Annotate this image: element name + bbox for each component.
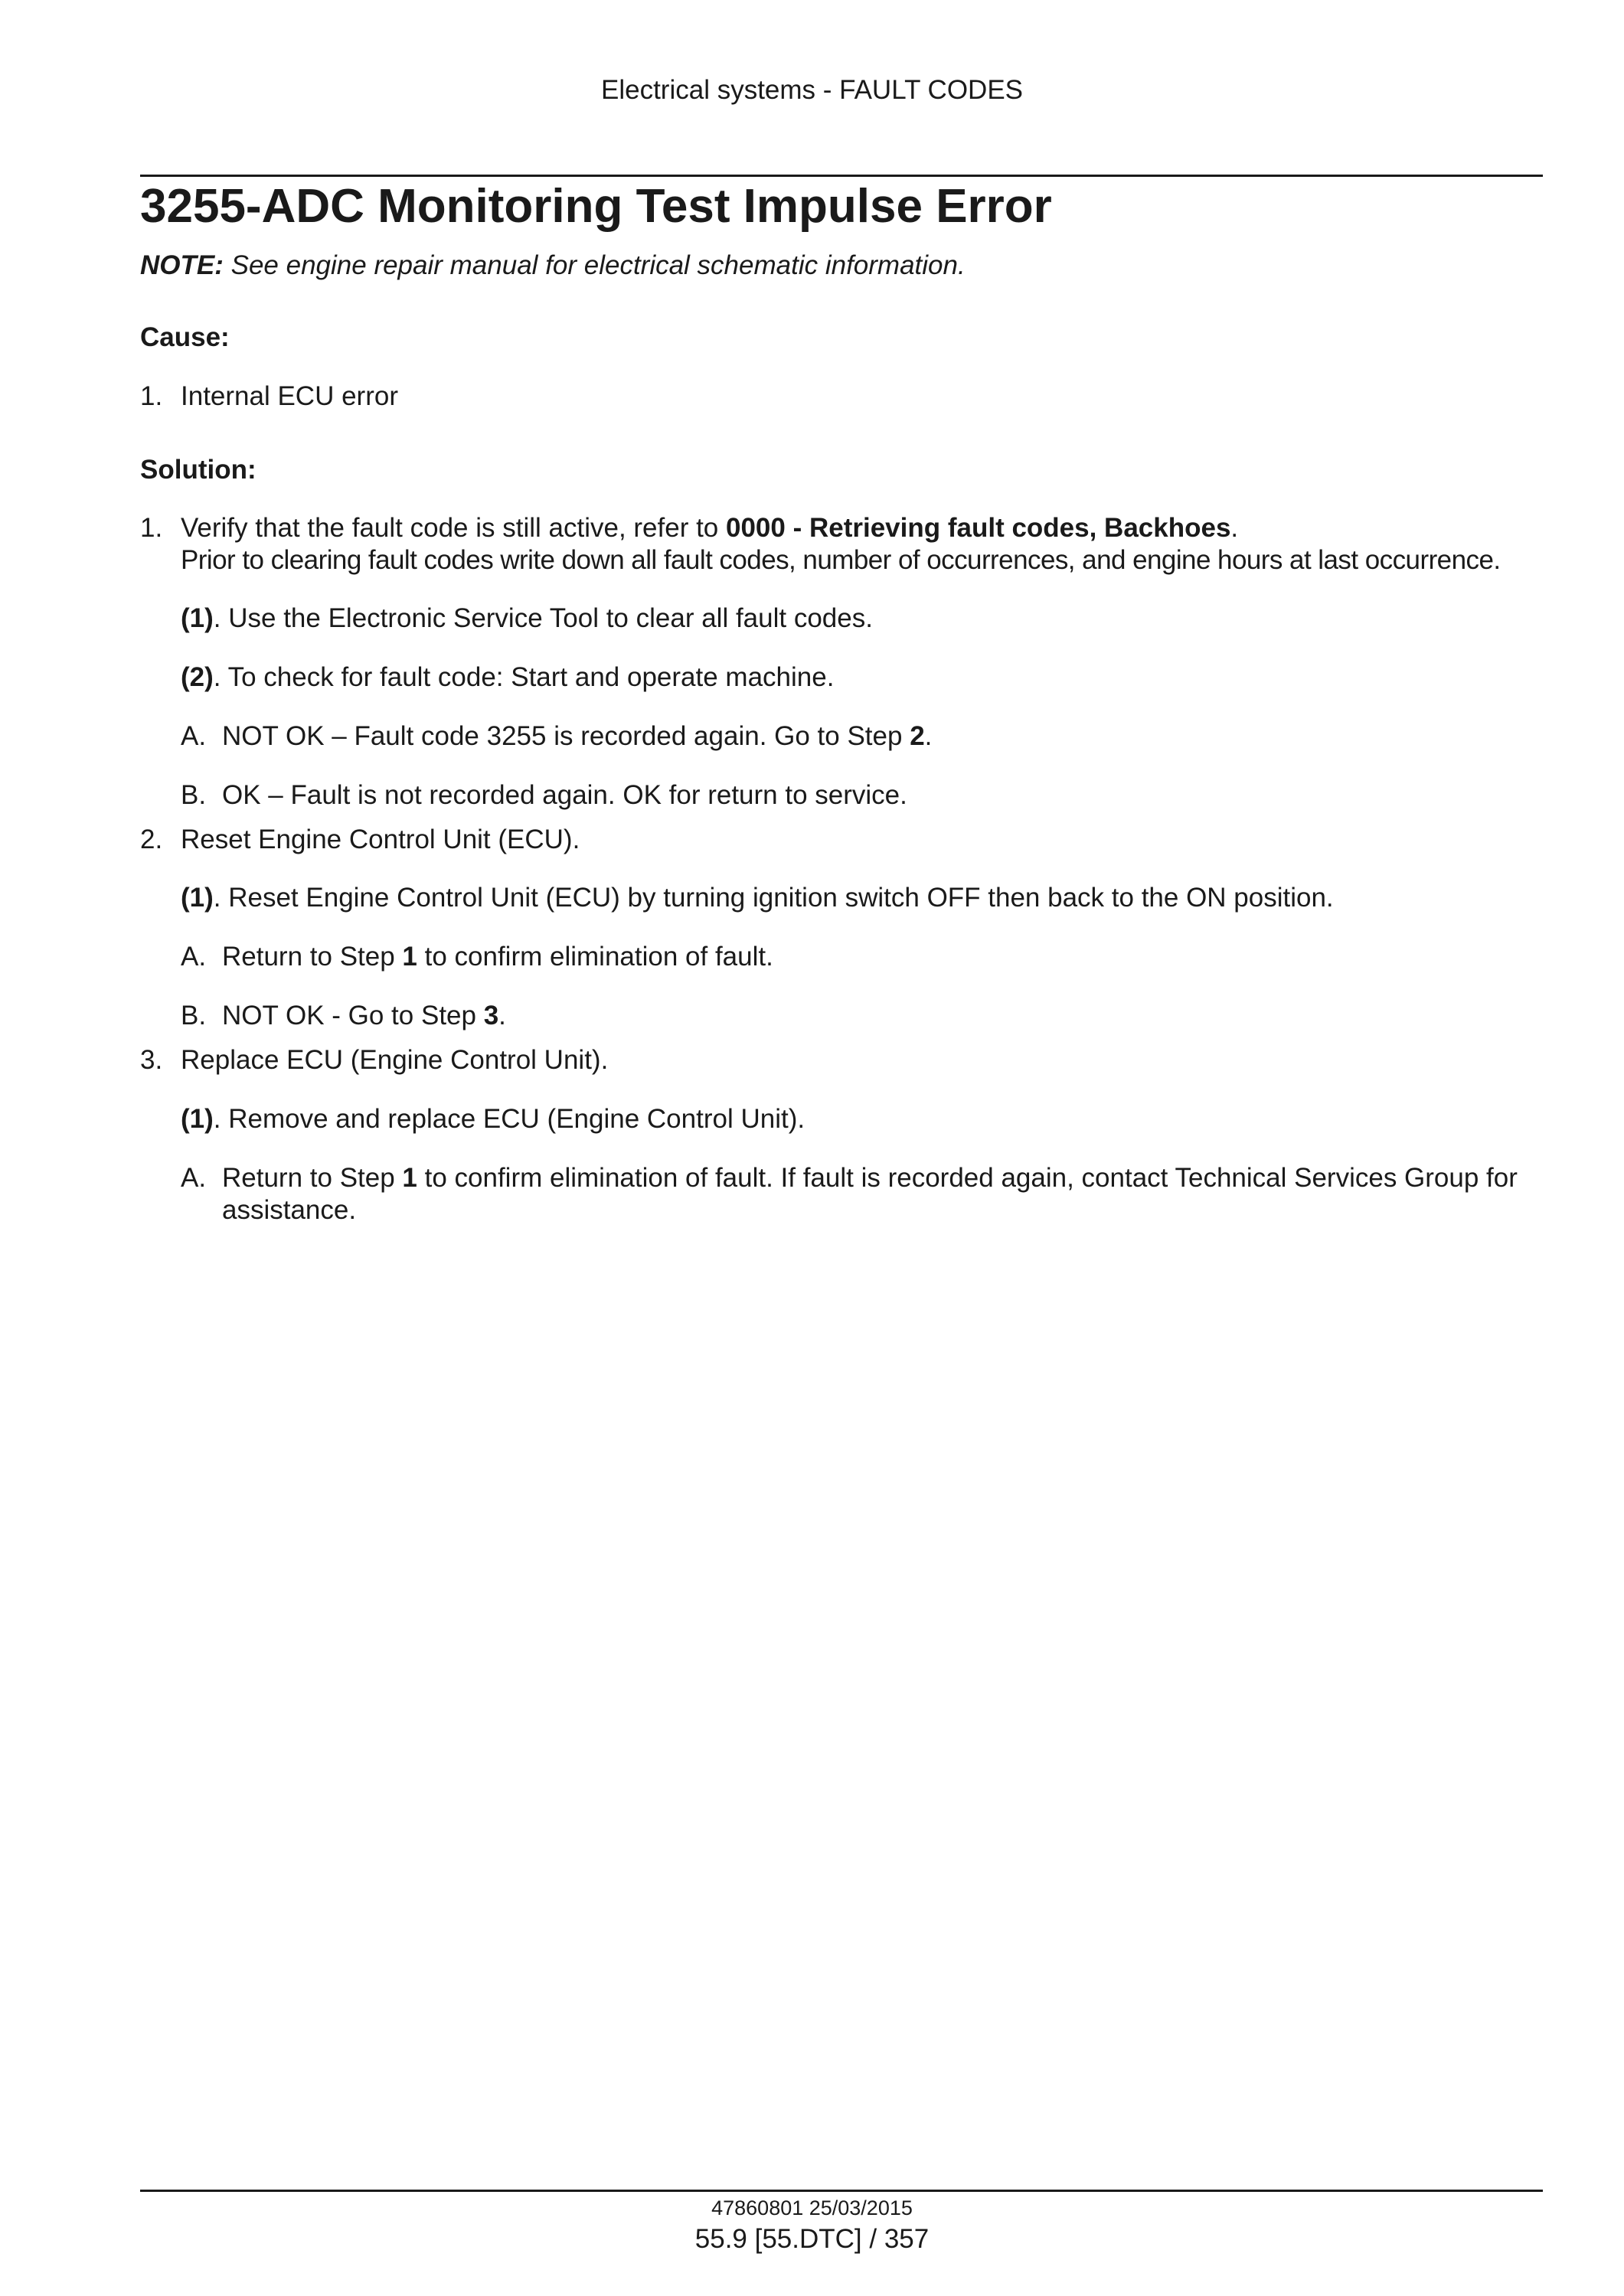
- page-title: 3255-ADC Monitoring Test Impulse Error: [140, 180, 1052, 233]
- footer-divider: [140, 2190, 1543, 2192]
- option-letter: B.: [181, 780, 207, 810]
- option-text-part: to confirm elimination of fault.: [417, 942, 773, 972]
- step-1-line2: Prior to clearing fault codes write down all fault codes, number of occurrences, and engine hours at last occurrence.: [181, 545, 1501, 575]
- substep-text: . To check for fault code: Start and operate machine.: [213, 662, 835, 692]
- substep-text: . Reset Engine Control Unit (ECU) by turning ignition switch OFF then back to the ON position.: [213, 883, 1334, 913]
- note: [140, 250, 966, 281]
- page-number: 55.9 [55.DTC] / 357: [694, 2224, 930, 2254]
- option-text: [222, 721, 932, 752]
- step-3-text: Replace ECU (Engine Control Unit).: [181, 1045, 609, 1075]
- option-step-ref: 3: [483, 1001, 499, 1030]
- option-text: [222, 1001, 506, 1031]
- substep-label: (2): [181, 662, 214, 692]
- note-text: See engine repair manual for electrical schematic information.: [223, 250, 966, 280]
- substep-text: . Use the Electronic Service Tool to clear all fault codes.: [213, 603, 873, 633]
- substep: [181, 662, 834, 693]
- option-letter: A.: [181, 942, 207, 972]
- option-letter: A.: [181, 1163, 207, 1193]
- substep-label: (1): [181, 603, 214, 633]
- substep: [181, 603, 873, 634]
- option-text-part: .: [924, 721, 933, 751]
- substep-text: . Remove and replace ECU (Engine Control Unit).: [213, 1104, 805, 1134]
- substep: [181, 883, 1334, 913]
- cause-heading: Cause:: [140, 322, 230, 352]
- step-text-part: .: [1230, 513, 1239, 543]
- step-number: 3.: [140, 1045, 163, 1075]
- step-text-part: Verify that the fault code is still active, refer to: [181, 513, 726, 543]
- retrieving-fault-codes-link[interactable]: 0000 - Retrieving fault codes, Backhoes: [726, 513, 1231, 543]
- step-number: 1.: [140, 513, 163, 543]
- option-letter: A.: [181, 721, 207, 751]
- substep-label: (1): [181, 883, 214, 913]
- page-header: Electrical systems - FAULT CODES: [600, 75, 1024, 105]
- option-text-line2: assistance.: [222, 1195, 357, 1225]
- document-code: 47860801 25/03/2015: [711, 2196, 913, 2219]
- option-letter: B.: [181, 1001, 207, 1030]
- substep: [181, 1104, 805, 1135]
- option-step-ref: 1: [402, 1163, 417, 1193]
- step-1-text: [181, 513, 1238, 544]
- solution-heading: Solution:: [140, 455, 257, 485]
- option-text-part: Return to Step: [222, 1163, 403, 1193]
- option-text: OK – Fault is not recorded again. OK for return to service.: [222, 780, 907, 810]
- note-label: NOTE:: [140, 250, 224, 280]
- cause-item-text: Internal ECU error: [181, 381, 398, 411]
- cause-item-number: 1.: [140, 381, 163, 411]
- option-step-ref: 1: [402, 942, 417, 972]
- option-text-part: to confirm elimination of fault. If fault is recorded again, contact Technical Services Group for: [417, 1163, 1518, 1193]
- option-text-part: NOT OK - Go to Step: [222, 1001, 484, 1030]
- option-text: [222, 1163, 1518, 1194]
- option-text-part: NOT OK – Fault code 3255 is recorded again. Go to Step: [222, 721, 910, 751]
- option-text: [222, 942, 773, 972]
- option-text-part: .: [498, 1001, 506, 1030]
- substep-label: (1): [181, 1104, 214, 1134]
- step-number: 2.: [140, 825, 163, 854]
- option-text-part: Return to Step: [222, 942, 403, 972]
- option-step-ref: 2: [910, 721, 925, 751]
- step-2-text: Reset Engine Control Unit (ECU).: [181, 825, 580, 854]
